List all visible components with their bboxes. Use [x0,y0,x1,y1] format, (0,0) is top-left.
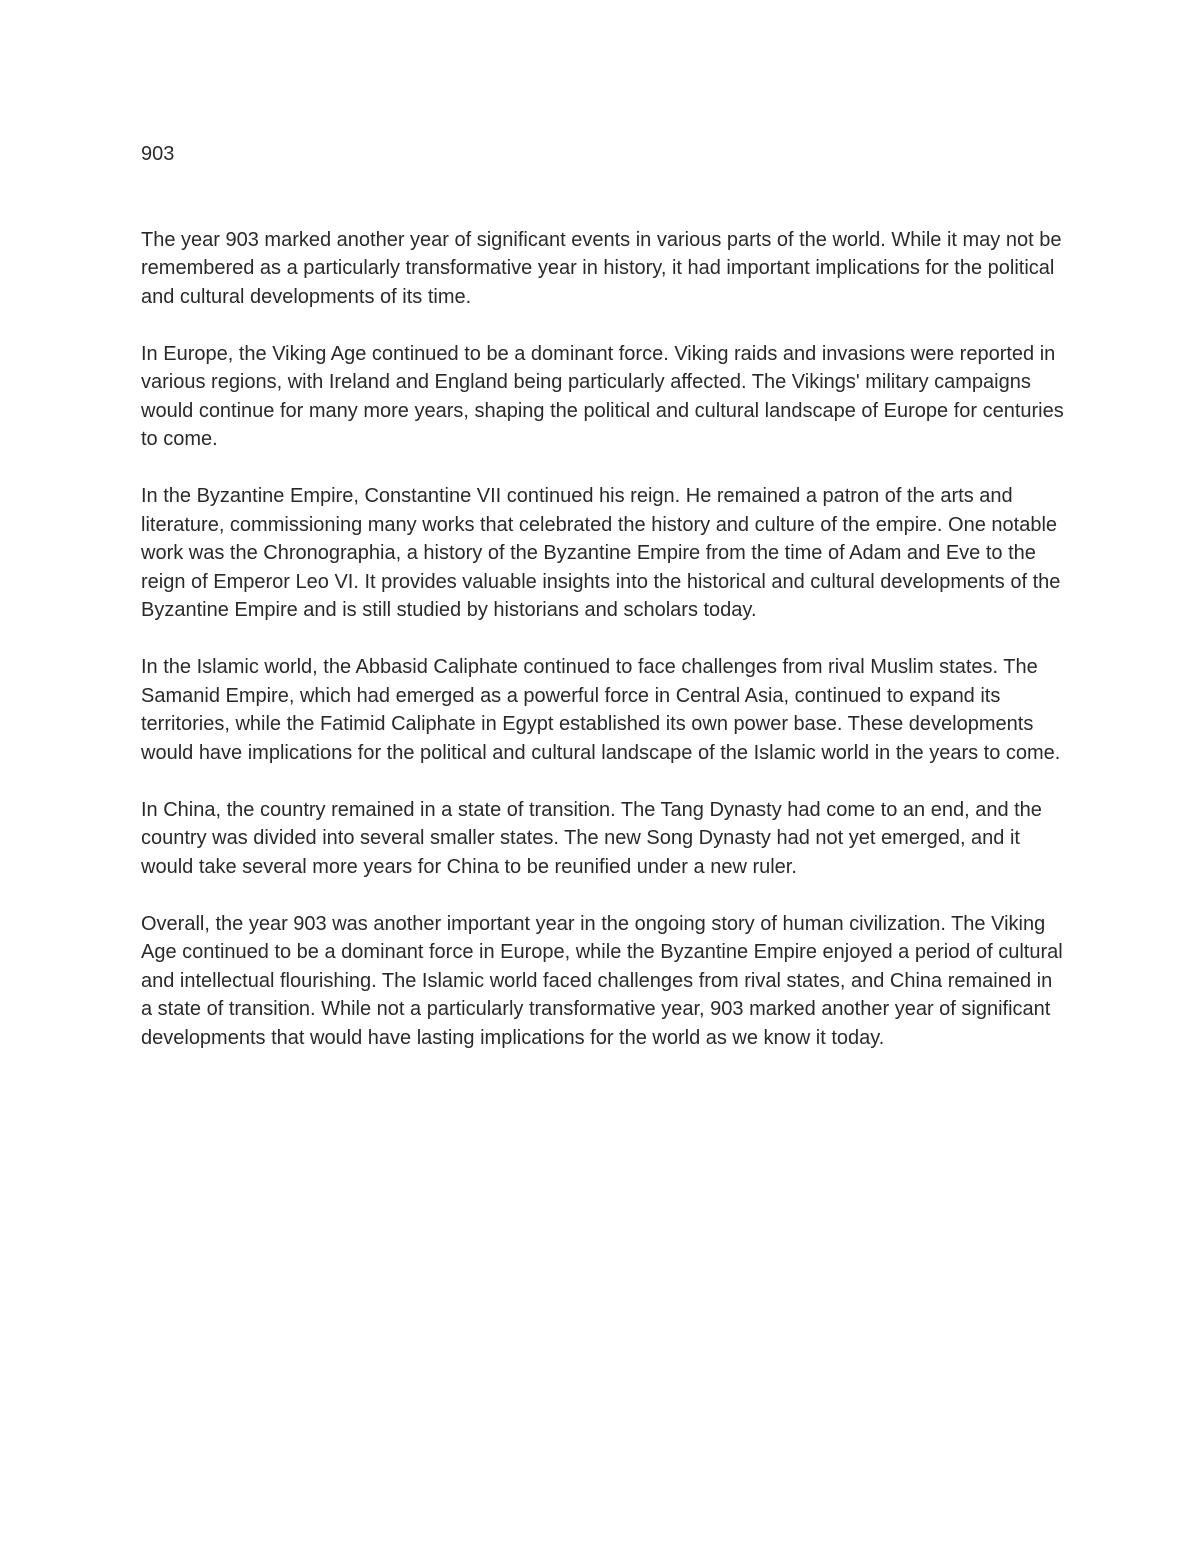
document-body [141,140,1066,1081]
paragraph-islamic-world: In the Islamic world, the Abbasid Caliphate continued to face challenges from rival Muslim states. The Samanid Empire, which had emerged as a powerful force in Central Asia, continued to expand its territories, while the Fatimid Caliphate in Egypt established its own power base. These developments would have implications for the political and cultural landscape of the Islamic world in the years to come. [141,656,1061,764]
paragraph-overall: Overall, the year 903 was another important year in the ongoing story of human civilization. The Viking Age continued to be a dominant force in Europe, while the Byzantine Empire enjoyed a period of cultural and intellectual flourishing. The Islamic world faced challenges from rival states, and China remained in a state of transition. While not a particularly transformative year, 903 marked another year of significant developments that would have lasting implications for the world as we know it today. [141,912,1063,1049]
document-title: 903 [141,143,175,165]
paragraph-europe: In Europe, the Viking Age continued to be a dominant force. Viking raids and invasions were reported in various regions, with Ireland and England being particularly affected. The Vikings' military campaigns would continue for many more years, shaping the political and cultural landscape of Europe for centuries to come. [141,342,1064,450]
paragraph-china: In China, the country remained in a state of transition. The Tang Dynasty had come to an end, and the country was divided into several smaller states. The new Song Dynasty had not yet emerged, and it would take several more years for China to be reunified under a new ruler. [141,798,1042,878]
paragraph-byzantine: In the Byzantine Empire, Constantine VII continued his reign. He remained a patron of the arts and literature, commissioning many works that celebrated the history and culture of the empire. One notable work was the Chronographia, a history of the Byzantine Empire from the time of Adam and Eve to the reign of Emperor Leo VI. It provides valuable insights into the historical and cultural developments of the Byzantine Empire and is still studied by historians and scholars today. [141,485,1061,621]
paragraph-intro: The year 903 marked another year of significant events in various parts of the world. While it may not be remembered as a particularly transformative year in history, it had important implications for the political and cultural developments of its time. [141,228,1062,308]
